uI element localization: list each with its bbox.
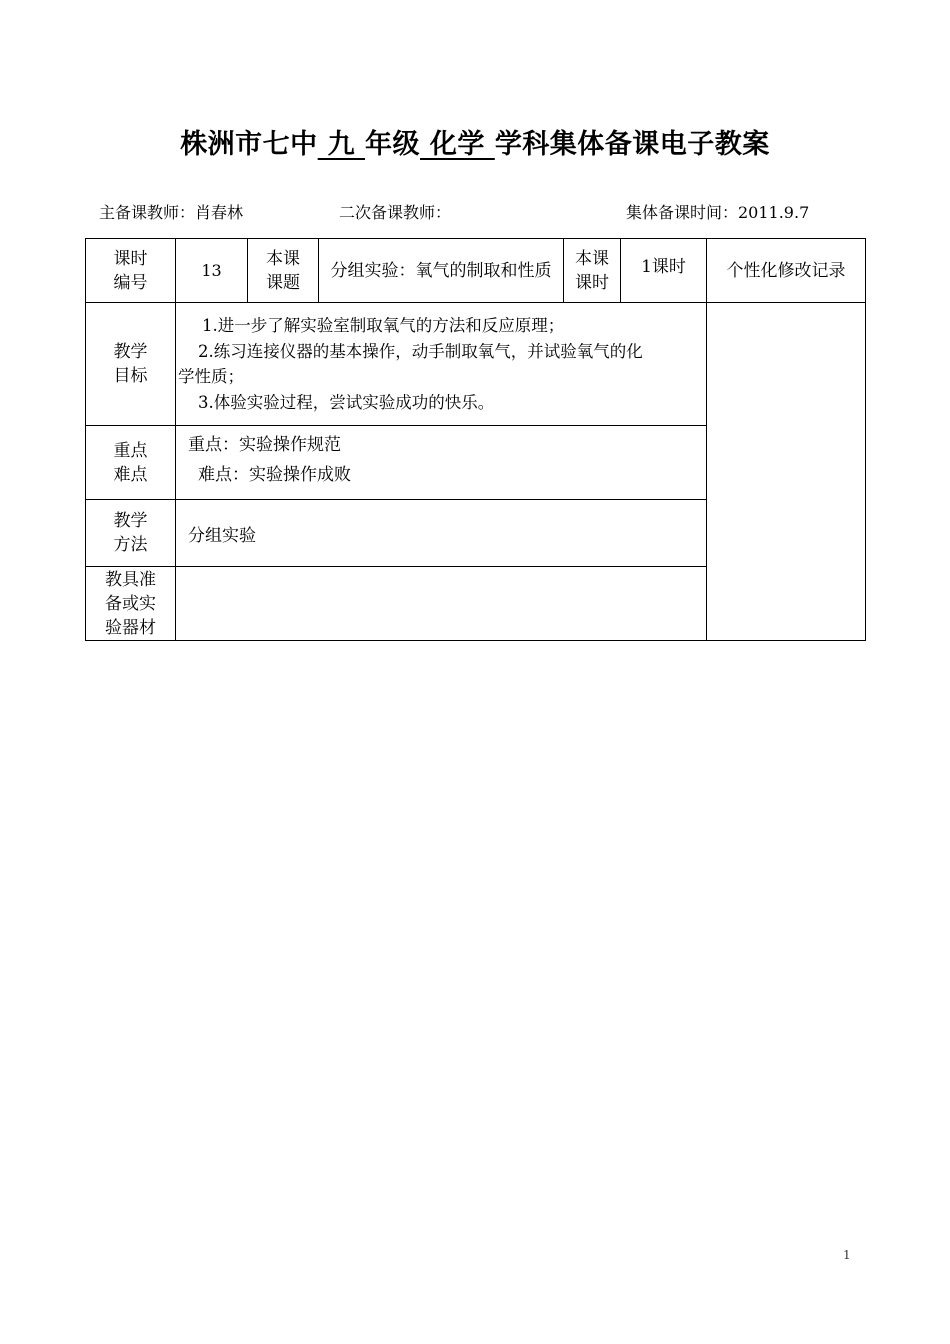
- keypoints-content: [176, 426, 707, 500]
- difficulty-point: 难点：实验操作成败: [198, 465, 351, 485]
- objective-item: 3.体验实验过程，尝试实验成功的快乐。: [198, 392, 495, 412]
- objectives-content: [176, 303, 707, 426]
- method-value: 分组实验: [176, 500, 707, 567]
- materials-value[interactable]: [176, 567, 707, 641]
- objective-item: 1.进一步了解实验室制取氧气的方法和反应原理；: [202, 316, 565, 335]
- document-title: [0, 126, 950, 164]
- objectives-label: 教学 目标: [86, 303, 176, 426]
- table-row: [86, 239, 866, 303]
- lesson-plan-table: [85, 238, 866, 641]
- table-row: [86, 303, 866, 426]
- topic-label: 本课 课题: [248, 239, 319, 303]
- revision-record-label: 个性化修改记录: [707, 239, 866, 303]
- prep-time: 集体备课时间：2011.9.7: [626, 203, 810, 222]
- lesson-no-label: 课时 编号: [86, 239, 176, 303]
- title-suffix: 学科集体备课电子教案: [494, 129, 770, 160]
- title-subject: 化学: [420, 129, 495, 160]
- revision-record-area[interactable]: [707, 303, 866, 641]
- page-number: 1: [843, 1248, 851, 1262]
- title-grade: 九: [317, 129, 365, 160]
- key-point: 重点：实验操作规范: [188, 435, 341, 455]
- second-teacher: 二次备课教师：: [339, 203, 452, 222]
- hours-value: 1课时: [621, 239, 707, 303]
- keypoints-label: 重点 难点: [86, 426, 176, 500]
- title-school: 株洲市七中: [180, 129, 318, 160]
- objective-item: 2.练习连接仪器的基本操作，动手制取氧气，并试验氧气的化: [198, 341, 643, 361]
- hours-label: 本课 课时: [564, 239, 621, 303]
- main-teacher: 主备课教师：肖春林: [99, 203, 244, 222]
- lesson-no-value: 13: [176, 239, 248, 303]
- materials-label: 教具准 备或实 验器材: [86, 567, 176, 641]
- title-grade-suffix: 年级: [365, 129, 420, 160]
- objective-item: 学性质；: [178, 367, 244, 386]
- topic-value: 分组实验：氧气的制取和性质: [319, 239, 564, 303]
- method-label: 教学 方法: [86, 500, 176, 567]
